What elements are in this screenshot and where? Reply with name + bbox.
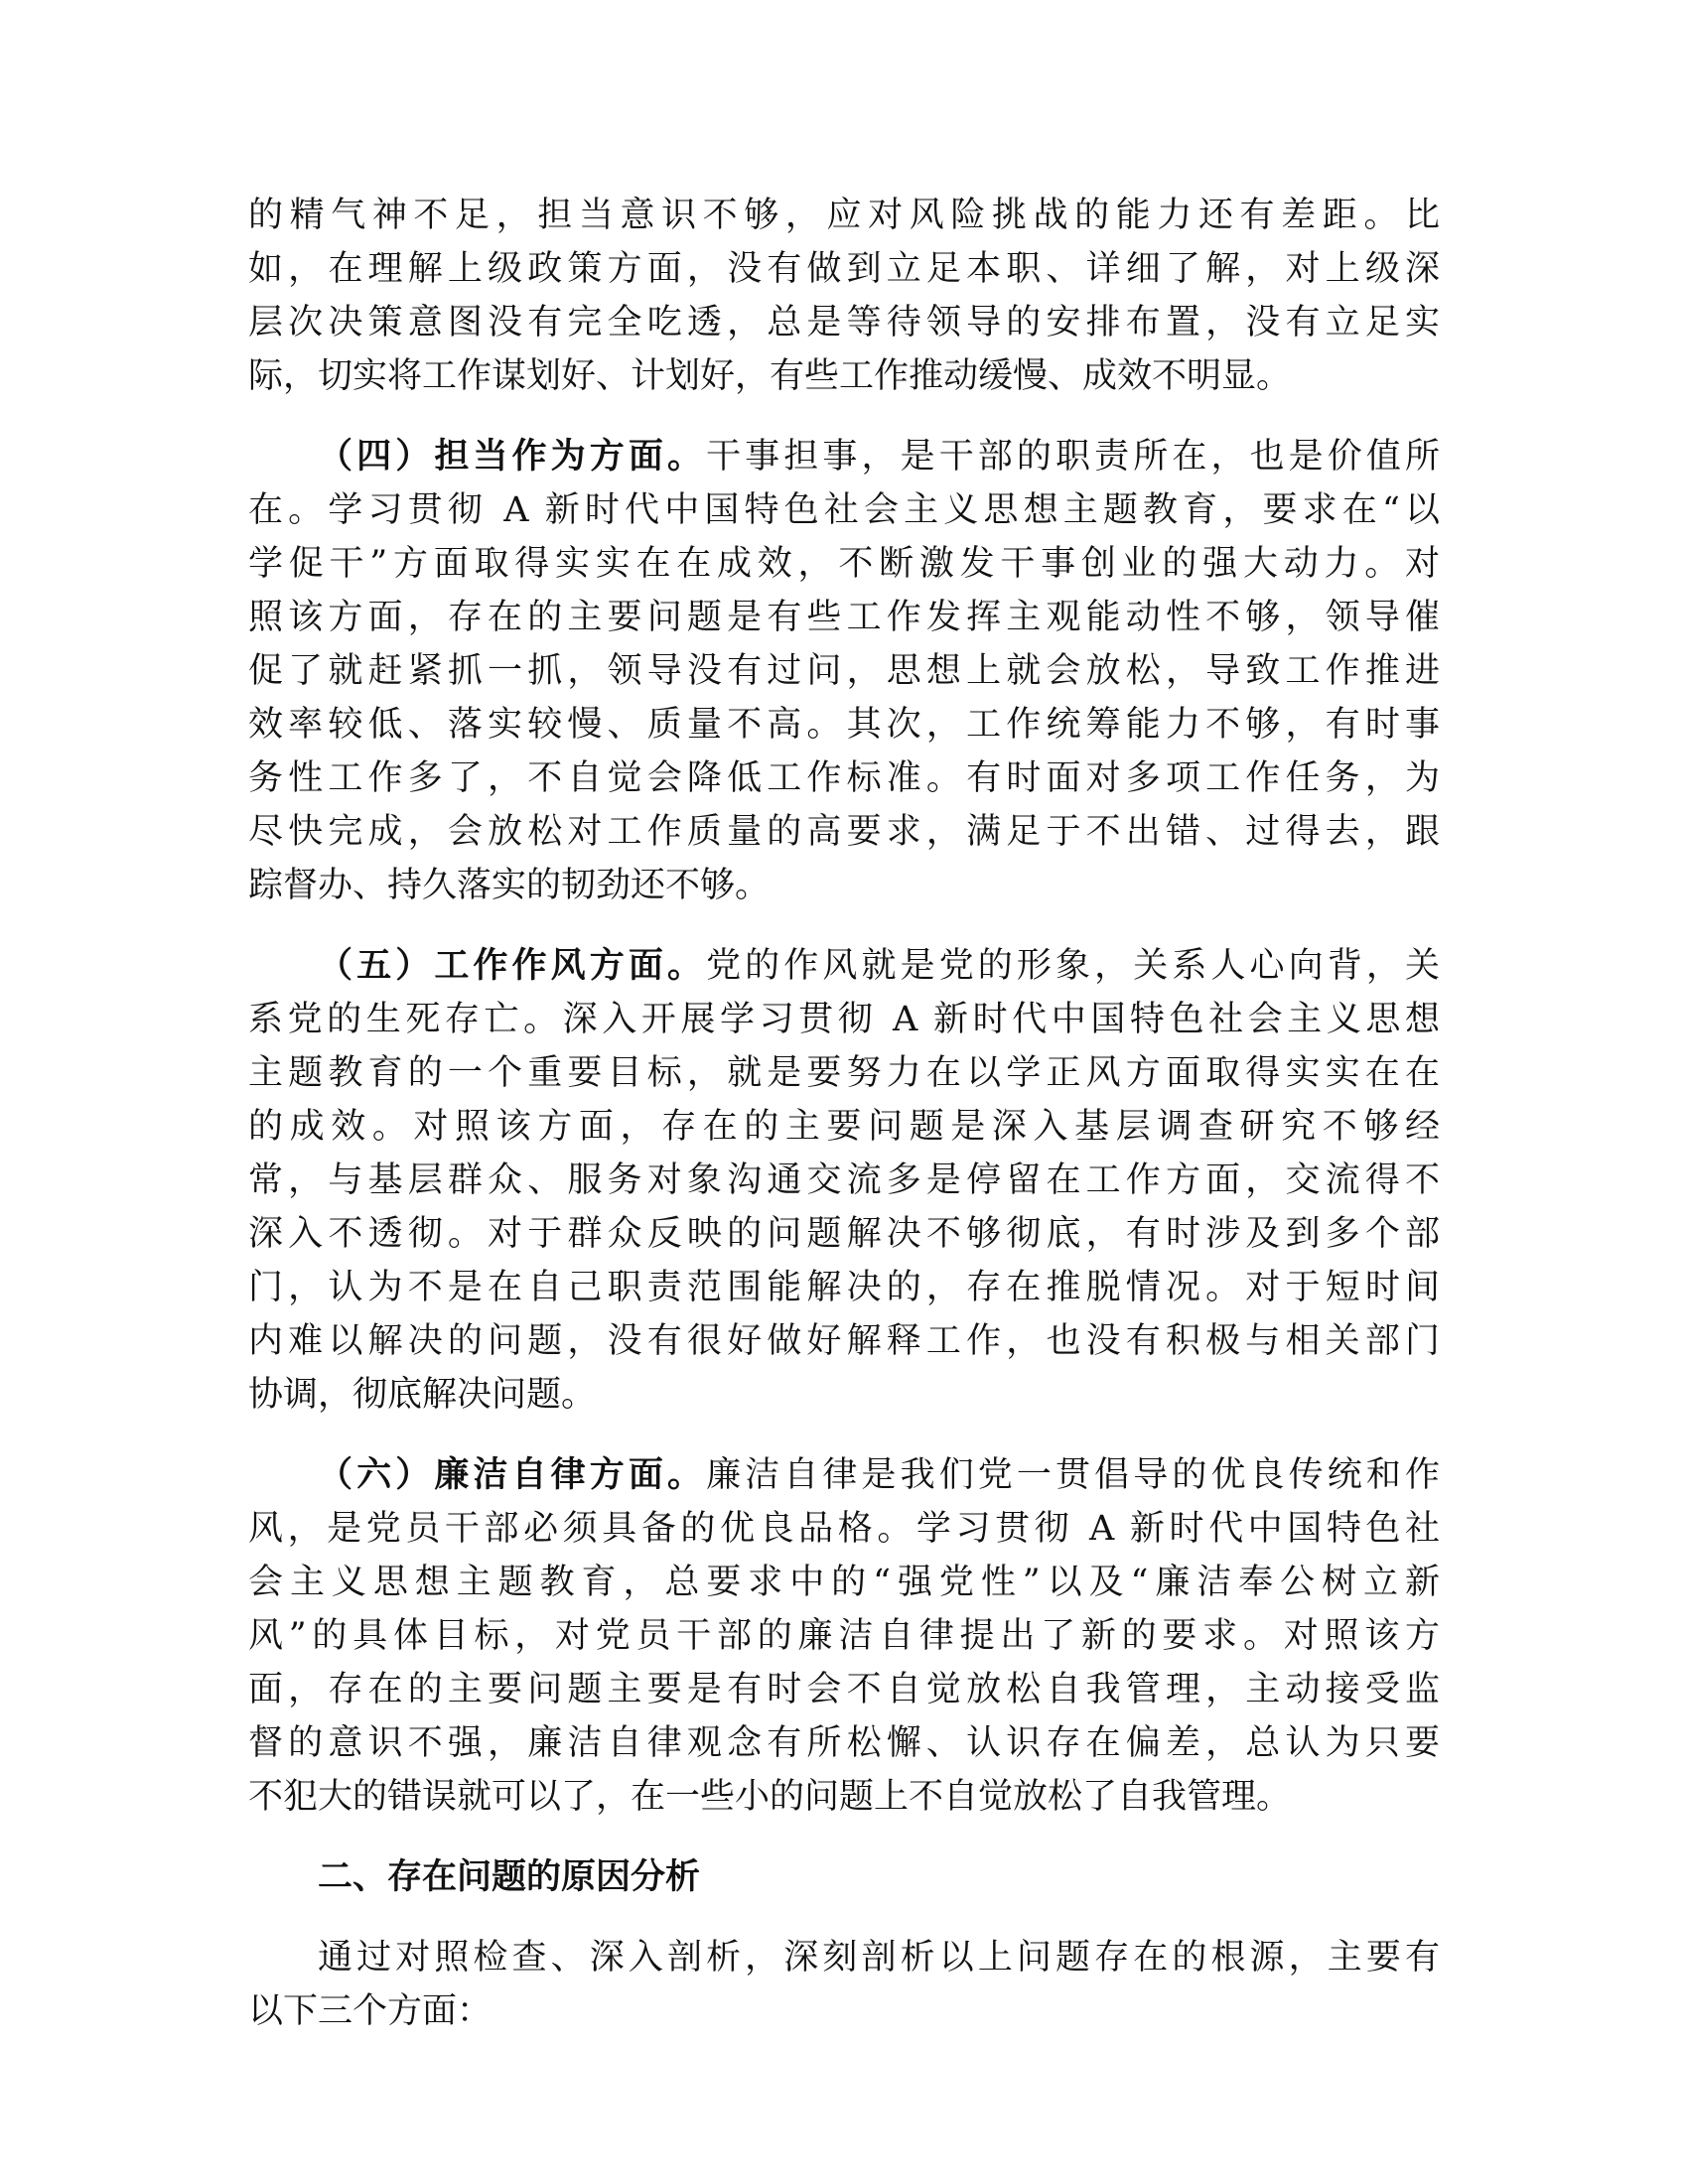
text-line: 层次决策意图没有完全吃透，总是等待领导的安排布置，没有立足实 bbox=[248, 303, 1440, 342]
paragraph-gap bbox=[248, 403, 1440, 430]
text-line: 照该方面，存在的主要问题是有些工作发挥主观能动性不够，领导催 bbox=[248, 598, 1440, 637]
text-line: 学促干”方面取得实实在在成效，不断激发干事创业的强大动力。对 bbox=[248, 544, 1440, 584]
text-line: 际，切实将工作谋划好、计划好，有些工作推动缓慢、成效不明显。 bbox=[248, 356, 1292, 396]
text-line: 效率较低、落实较慢、质量不高。其次，工作统筹能力不够，有时事 bbox=[248, 705, 1440, 745]
text-line: 常，与基层群众、服务对象沟通交流多是停留在工作方面，交流得不 bbox=[248, 1160, 1440, 1200]
text-line: 以下三个方面： bbox=[248, 1991, 492, 2031]
text-line: 的精气神不足，担当意识不够，应对风险挑战的能力还有差距。比 bbox=[248, 196, 1440, 235]
text-line bbox=[248, 430, 1440, 483]
document-page bbox=[248, 189, 1440, 2038]
text-line: 风，是党员干部必须具备的优良品格。学习贯彻 A 新时代中国特色社 bbox=[248, 1509, 1440, 1549]
part-2-heading: 二、存在问题的原因分析 bbox=[318, 1856, 701, 1897]
text-line: 深入不透彻。对于群众反映的问题解决不够彻底，有时涉及到多个部 bbox=[248, 1214, 1440, 1254]
text-line: 督的意识不强，廉洁自律观念有所松懈、认识存在偏差，总认为只要 bbox=[248, 1723, 1440, 1763]
text-line: 在。学习贯彻 A 新时代中国特色社会主义思想主题教育，要求在“以 bbox=[248, 490, 1440, 530]
paragraph-gap bbox=[248, 1422, 1440, 1448]
section-6-paragraph bbox=[248, 1448, 1440, 1824]
text-line: 踪督办、持久落实的韧劲还不够。 bbox=[248, 866, 771, 905]
text-line: 门，认为不是在自己职责范围能解决的，存在推脱情况。对于短时间 bbox=[248, 1268, 1440, 1307]
section-6-heading: （六）廉洁自律方面。 bbox=[318, 1454, 707, 1495]
text-line: 风”的具体目标，对党员干部的廉洁自律提出了新的要求。对照该方 bbox=[248, 1616, 1440, 1656]
section-6-first-line: 廉洁自律是我们党一贯倡导的优良传统和作 bbox=[706, 1455, 1440, 1495]
text-line: 主题教育的一个重要目标，就是要努力在以学正风方面取得实实在在 bbox=[248, 1053, 1440, 1093]
section-5-paragraph bbox=[248, 939, 1440, 1422]
section-4-first-line: 干事担事，是干部的职责所在，也是价值所 bbox=[706, 437, 1440, 477]
paragraph-gap bbox=[248, 1824, 1440, 1850]
section-5-first-line: 党的作风就是党的形象，关系人心向背，关 bbox=[706, 946, 1440, 986]
section-4-heading: （四）担当作为方面。 bbox=[318, 436, 707, 477]
section-4-paragraph bbox=[248, 430, 1440, 912]
part-2-paragraph bbox=[248, 1931, 1440, 2038]
text-line bbox=[248, 939, 1440, 993]
text-line: 促了就赶紧抓一抓，领导没有过问，思想上就会放松，导致工作推进 bbox=[248, 651, 1440, 691]
paragraph-gap bbox=[248, 1904, 1440, 1931]
text-line: 通过对照检查、深入剖析，深刻剖析以上问题存在的根源，主要有 bbox=[318, 1938, 1440, 1978]
paragraph-continued bbox=[248, 189, 1440, 403]
text-line: 会主义思想主题教育，总要求中的“强党性”以及“廉洁奉公树立新 bbox=[248, 1563, 1440, 1602]
paragraph-gap bbox=[248, 912, 1440, 939]
text-line: 尽快完成，会放松对工作质量的高要求，满足于不出错、过得去，跟 bbox=[248, 812, 1440, 852]
text-line: 系党的生死存亡。深入开展学习贯彻 A 新时代中国特色社会主义思想 bbox=[248, 1000, 1440, 1039]
text-line: 如，在理解上级政策方面，没有做到立足本职、详细了解，对上级深 bbox=[248, 249, 1440, 289]
section-5-heading: （五）工作作风方面。 bbox=[318, 945, 707, 986]
text-line: 内难以解决的问题，没有很好做好解释工作，也没有积极与相关部门 bbox=[248, 1321, 1440, 1361]
text-line: 不犯大的错误就可以了，在一些小的问题上不自觉放松了自我管理。 bbox=[248, 1777, 1292, 1817]
text-line bbox=[248, 1448, 1440, 1502]
text-line: 务性工作多了，不自觉会降低工作标准。有时面对多项工作任务，为 bbox=[248, 758, 1440, 798]
text-line: 协调，彻底解决问题。 bbox=[248, 1375, 597, 1415]
text-line: 的成效。对照该方面，存在的主要问题是深入基层调查研究不够经 bbox=[248, 1107, 1440, 1147]
text-line: 面，存在的主要问题主要是有时会不自觉放松自我管理，主动接受监 bbox=[248, 1670, 1440, 1709]
